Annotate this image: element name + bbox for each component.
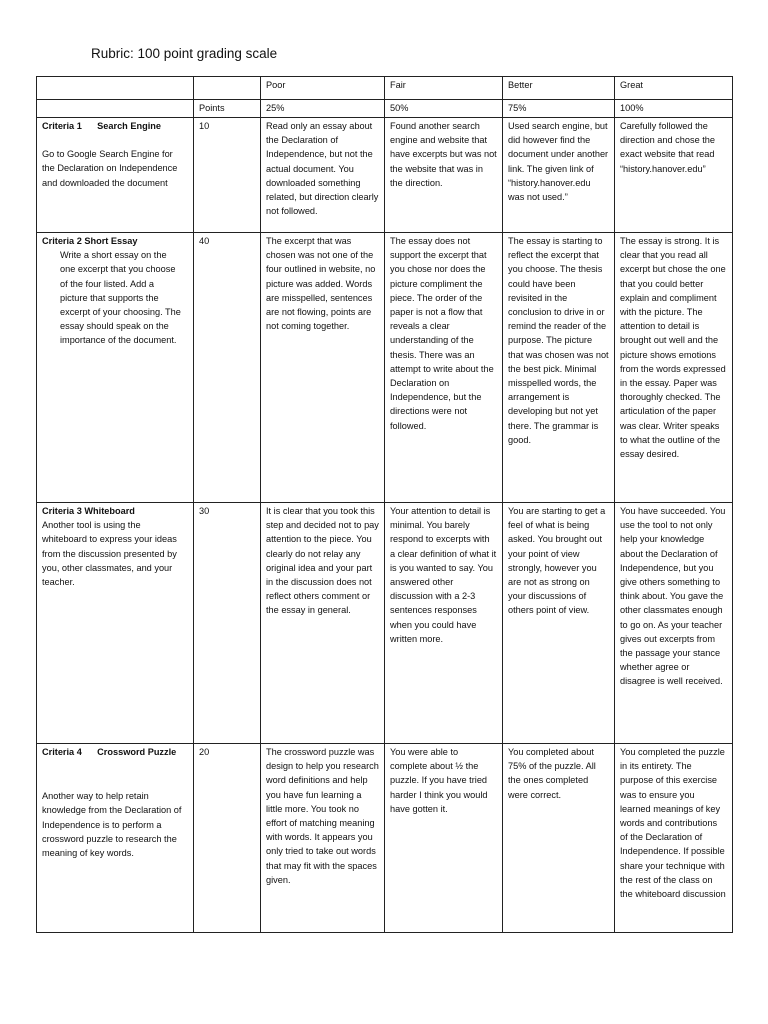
poor-description: Read only an essay about the Declaration of Independence, but not the actual document. You downloaded something related, but direction clearly not followed. <box>261 118 385 233</box>
criteria-cell <box>37 118 194 233</box>
percent-poor: 25% <box>261 100 385 118</box>
fair-description: The essay does not support the excerpt that you chose nor does the picture compliment the piece. The order of the paper is not a flow that reveals a clear understanding of the thesis. There was an attempt to write about the Declaration on Independence, but the directions were not followed. <box>385 233 503 503</box>
points-value: 30 <box>194 503 261 744</box>
criteria-title: Criteria 2 Short Essay <box>42 236 138 246</box>
criteria-row-2 <box>37 233 733 503</box>
level-fair: Fair <box>385 77 503 100</box>
header-row-levels <box>37 77 733 100</box>
rubric-table <box>36 76 733 933</box>
level-better: Better <box>503 77 615 100</box>
great-description: Carefully followed the direction and chose the exact website that read “history.hanover.edu” <box>615 118 733 233</box>
poor-description: The excerpt that was chosen was not one of the four outlined in website, no picture was added. Words are misspelled, sentences are not flowing, points are not coming together. <box>261 233 385 503</box>
header-blank-cell <box>37 77 194 100</box>
fair-description: Your attention to detail is minimal. You barely respond to excerpts with a clear definition of what it is you wanted to say. You answered other discussion with a 2-3 sentences responses when you could have written more. <box>385 503 503 744</box>
points-value: 20 <box>194 744 261 933</box>
criteria-cell <box>37 503 194 744</box>
criteria-row-3 <box>37 503 733 744</box>
criteria-description: Another tool is using the whiteboard to express your ideas from the discussion presented by you, other classmates, and your teacher. <box>42 520 177 588</box>
criteria-title: Criteria 1 Search Engine <box>42 121 161 131</box>
better-description: You completed about 75% of the puzzle. All the ones completed were correct. <box>503 744 615 933</box>
criteria-cell <box>37 744 194 933</box>
criteria-title: Criteria 4 Crossword Puzzle <box>42 747 177 757</box>
criteria-title: Criteria 3 Whiteboard <box>42 506 135 516</box>
percent-better: 75% <box>503 100 615 118</box>
points-value: 10 <box>194 118 261 233</box>
percent-fair: 50% <box>385 100 503 118</box>
criteria-description: Another way to help retain knowledge from the Declaration of Independence is to perform a crossword puzzle to research the meaning of key words. <box>42 791 182 859</box>
percent-blank-cell <box>37 100 194 118</box>
criteria-cell <box>37 233 194 503</box>
better-description: The essay is starting to reflect the excerpt that you choose. The thesis could have been revisited in the conclusion to drive in or remind the reader of the purpose. The picture that was chosen was not the best pick. Minimal misspelled words, the arrangement is developing but not yet there. The grammar is good. <box>503 233 615 503</box>
fair-description: Found another search engine and website that have excerpts but was not the website that was in the direction. <box>385 118 503 233</box>
points-label: Points <box>194 100 261 118</box>
criteria-row-1 <box>37 118 733 233</box>
great-description: You completed the puzzle in its entirety. The purpose of this exercise was to ensure you learned meanings of key words and contributions of the Declaration of Independence. If possible share your technique with the rest of the class on the whiteboard discussion <box>615 744 733 933</box>
fair-description: You were able to complete about ½ the puzzle. If you have tried harder I think you would have gotten it. <box>385 744 503 933</box>
great-description: The essay is strong. It is clear that you read all excerpt but chose the one that you could better explain and compliment with the picture. The attention to detail is brought out well and the picture shows emotions from the words expressed in the essay. Paper was thoroughly checked. The articulation of the paper was clear. Writer speaks to what the outline of the essay desired. <box>615 233 733 503</box>
better-description: You are starting to get a feel of what is being asked. You brought out your point of view strongly, however you are not as strong on your discussions of others point of view. <box>503 503 615 744</box>
poor-description: The crossword puzzle was design to help you research word definitions and help you have fun learning a little more. You took no effort of matching meaning with words. It appears you only tried to take out words that may fit with the spaces given. <box>261 744 385 933</box>
percent-great: 100% <box>615 100 733 118</box>
header-blank-points-cell <box>194 77 261 100</box>
poor-description: It is clear that you took this step and decided not to pay attention to the piece. You clearly do not relay any original idea and your part in the discussion does not reflect others comment or the essay in general. <box>261 503 385 744</box>
better-description: Used search engine, but did however find the document under another link. The given link of “history.hanover.edu was not used.” <box>503 118 615 233</box>
level-great: Great <box>615 77 733 100</box>
header-row-percents <box>37 100 733 118</box>
criteria-description: Write a short essay on the one excerpt that you choose of the four listed. Add a picture that supports the excerpt of your choosing. The essay should speak on the importance of the document. <box>60 250 181 346</box>
criteria-row-4 <box>37 744 733 933</box>
page-title: Rubric: 100 point grading scale <box>91 46 278 61</box>
points-value: 40 <box>194 233 261 503</box>
level-poor: Poor <box>261 77 385 100</box>
great-description: You have succeeded. You use the tool to not only help your knowledge about the Declaration of Independence, but you give others something to think about. You gave the other classmates enough to go on. As your teacher gives out excerpts from the passage your stance whether agree or disagree is well received. <box>615 503 733 744</box>
criteria-description: Go to Google Search Engine for the Declaration on Independence and downloaded the document <box>42 149 178 188</box>
